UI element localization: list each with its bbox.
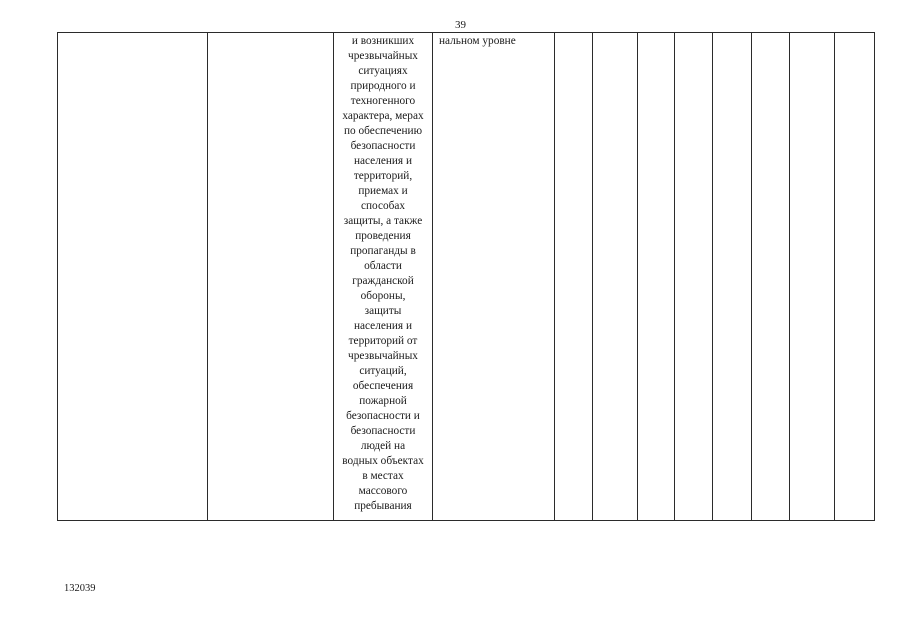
- table-cell-col2: [208, 33, 334, 521]
- description-line: чрезвычайных: [348, 350, 418, 362]
- page-number: 39: [455, 19, 466, 31]
- table-cell-col6: [593, 33, 638, 521]
- description-line: защиты, а также: [343, 215, 423, 227]
- level-text: нальном уровне: [439, 35, 516, 47]
- description-line: пропаганды в: [350, 245, 416, 257]
- description-line: проведения: [355, 230, 411, 242]
- description-line: обеспечения: [352, 380, 414, 392]
- table-cell-description: [334, 33, 433, 521]
- description-line: безопасности: [350, 425, 416, 437]
- table-cell-col9: [713, 33, 752, 521]
- table-cell-col11: [790, 33, 835, 521]
- description-line: в местах: [362, 470, 404, 482]
- description-line: территорий от: [348, 335, 418, 347]
- description-line: населения и: [353, 155, 413, 167]
- description-line: водных объектах: [342, 455, 424, 467]
- description-line: людей на: [360, 440, 406, 452]
- description-line: безопасности и: [346, 410, 420, 422]
- description-line: ситуаций,: [359, 365, 407, 377]
- description-line: и возникших: [351, 35, 415, 47]
- description-line: области: [364, 260, 402, 272]
- description-line: по обеспечению: [343, 125, 423, 137]
- description-line: защиты: [364, 305, 402, 317]
- table-cell-col12: [835, 33, 875, 521]
- table-cell-col7: [638, 33, 675, 521]
- table-cell-level: [433, 33, 555, 521]
- description-line: техногенного: [350, 95, 416, 107]
- description-line: чрезвычайных: [348, 50, 418, 62]
- table-cell-col5: [555, 33, 593, 521]
- description-line: гражданской: [352, 275, 414, 287]
- description-line: приемах и: [358, 185, 408, 197]
- description-line: массового: [358, 485, 408, 497]
- document-code: 132039: [64, 583, 96, 594]
- description-line: пожарной: [359, 395, 407, 407]
- description-line: пребывания: [354, 500, 412, 512]
- description-line: обороны,: [360, 290, 406, 302]
- description-line: способах: [360, 200, 406, 212]
- description-line: населения и: [353, 320, 413, 332]
- table-cell-col1: [58, 33, 208, 521]
- description-line: ситуациях: [358, 65, 408, 77]
- description-line: территорий,: [353, 170, 413, 182]
- table-cell-col8: [675, 33, 713, 521]
- description-line: природного и: [350, 80, 416, 92]
- document-table: [57, 32, 875, 521]
- description-line: характера, мерах: [342, 110, 424, 122]
- table-row: [58, 33, 875, 521]
- table-cell-col10: [752, 33, 790, 521]
- description-line: безопасности: [350, 140, 416, 152]
- description-text: [334, 33, 432, 514]
